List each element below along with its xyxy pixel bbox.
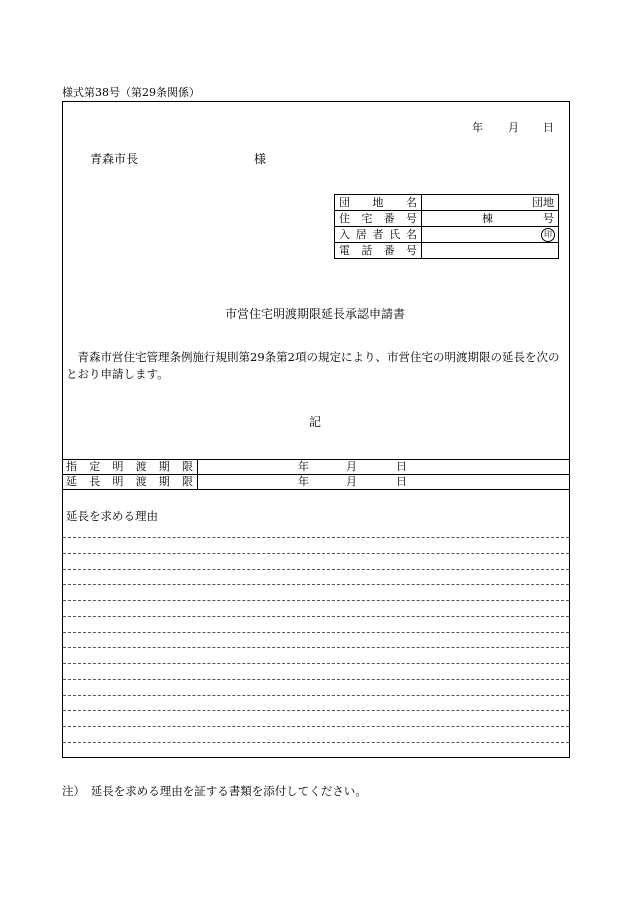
reason-heading: 延長を求める理由 [66, 509, 158, 523]
extended-period-label: 延長明渡期限 [66, 475, 193, 488]
designated-day: 日 [396, 460, 407, 473]
applicant-info-table [334, 194, 559, 259]
reason-writing-line[interactable] [63, 553, 569, 554]
designated-month: 月 [346, 460, 357, 473]
building-suffix: 棟 [482, 212, 493, 225]
reason-writing-line[interactable] [63, 600, 569, 601]
reason-writing-line[interactable] [63, 647, 569, 648]
ki-label: 記 [308, 415, 321, 429]
reason-writing-line[interactable] [63, 537, 569, 538]
extended-month: 月 [346, 475, 357, 488]
date-month-label: 月 [508, 121, 519, 134]
reason-writing-line[interactable] [63, 569, 569, 570]
resident-name-field[interactable] [422, 227, 559, 243]
reason-writing-line[interactable] [63, 742, 569, 743]
addressee-name: 青森市長 [90, 152, 139, 166]
reason-writing-line[interactable] [63, 695, 569, 696]
phone-field[interactable] [422, 243, 559, 259]
extended-day: 日 [396, 475, 407, 488]
period-divider [197, 459, 198, 489]
danchi-suffix: 団地 [532, 196, 554, 209]
house-number-label: 住宅番号 [335, 211, 422, 227]
danchi-field[interactable] [422, 195, 559, 211]
row-resident-name [335, 227, 559, 243]
form-number-label: 様式第38号（第29条関係） [62, 86, 200, 99]
row-phone [335, 243, 559, 259]
addressee-honorific: 様 [254, 152, 267, 166]
reason-writing-line[interactable] [63, 616, 569, 617]
room-suffix: 号 [543, 212, 554, 225]
designated-year: 年 [298, 460, 309, 473]
resident-name-label: 入居者氏名 [335, 227, 422, 243]
body-text: 青森市営住宅管理条例施行規則第29条第2項の規定により、市営住宅の明渡期限の延長を次のとおり申請します。 [66, 350, 560, 381]
reason-writing-line[interactable] [63, 632, 569, 633]
reason-writing-line[interactable] [63, 663, 569, 664]
designated-period-label: 指定明渡期限 [66, 460, 193, 473]
date-year-label: 年 [472, 121, 483, 134]
document-title: 市営住宅明渡期限延長承認申請書 [224, 307, 405, 321]
note-text: 注） 延長を求める理由を証する書類を添付してください。 [62, 784, 367, 798]
house-number-field[interactable] [422, 211, 559, 227]
danchi-label: 団地名 [335, 195, 422, 211]
reason-writing-line[interactable] [63, 679, 569, 680]
row-house-number [335, 211, 559, 227]
date-day-label: 日 [543, 121, 554, 134]
phone-label: 電話番号 [335, 243, 422, 259]
extended-year: 年 [298, 475, 309, 488]
reason-writing-line[interactable] [63, 584, 569, 585]
reason-writing-line[interactable] [63, 710, 569, 711]
reason-writing-line[interactable] [63, 726, 569, 727]
period-bottom-border [62, 489, 570, 490]
row-danchi [335, 195, 559, 211]
seal-mark: 印 [541, 228, 555, 242]
